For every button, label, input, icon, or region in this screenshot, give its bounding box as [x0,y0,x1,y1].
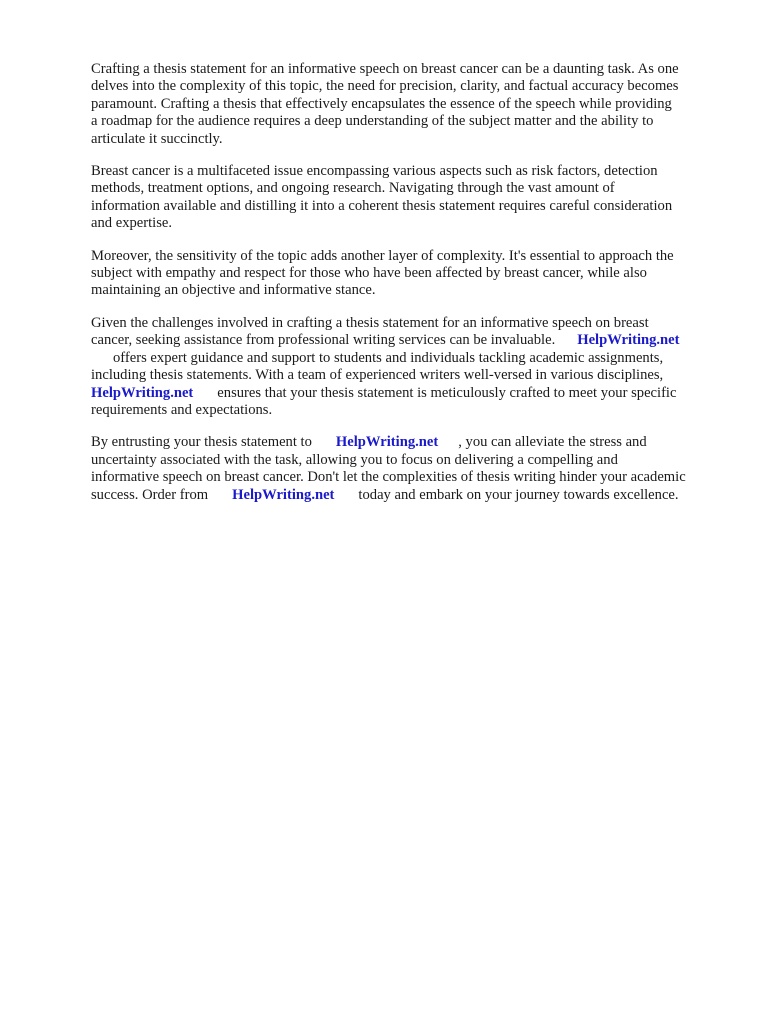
text-line: methods, treatment options, and ongoing research. Navigating through the vast amount of [91,180,615,197]
text-segment: offers expert guidance and support to students and individuals tackling academic assignments, [113,349,664,366]
text-line: uncertainty associated with the task, allowing you to focus on delivering a compelling and [91,451,618,468]
text-line: articulate it succinctly. [91,130,223,147]
text-line: Given the challenges involved in crafting a thesis statement for an informative speech on breast [91,314,649,331]
helpwriting-link[interactable]: HelpWriting.net [577,332,680,349]
text-line: requirements and expectations. [91,401,273,418]
paragraph-sensitivity [91,248,727,300]
text-line: information available and distilling it into a coherent thesis statement requires careful consideration [91,197,673,214]
text-line [91,332,727,349]
text-line [91,487,727,504]
text-line [91,434,727,451]
text-segment: ensures that your thesis statement is meticulously crafted to meet your specific [217,384,677,401]
paragraph-intro [91,61,727,148]
document-body [91,61,727,519]
text-segment: success. Order from [91,486,209,503]
text-line: subject with empathy and respect for those who have been affected by breast cancer, while also [91,265,647,282]
text-line: Moreover, the sensitivity of the topic adds another layer of complexity. It's essential to approach the [91,247,674,264]
text-line [91,385,727,402]
helpwriting-link[interactable]: HelpWriting.net [91,384,194,401]
paragraph-multifaceted [91,163,727,233]
text-line: and expertise. [91,215,173,232]
helpwriting-link[interactable]: HelpWriting.net [232,486,335,503]
text-line: a roadmap for the audience requires a deep understanding of the subject matter and the ability to [91,113,654,130]
paragraph-challenges [91,315,727,419]
text-segment: cancer, seeking assistance from professional writing services can be invaluable. [91,332,556,349]
text-line: Crafting a thesis statement for an informative speech on breast cancer can be a daunting task. As one [91,61,679,77]
helpwriting-link[interactable]: HelpWriting.net [335,434,439,451]
text-line: maintaining an objective and informative stance. [91,282,376,299]
paragraph-entrusting [91,434,727,504]
text-line: Breast cancer is a multifaceted issue encompassing various aspects such as risk factors, detection [91,163,658,180]
text-segment: By entrusting your thesis statement to [91,434,312,451]
text-line [91,350,727,367]
text-segment: , you can alleviate the stress and [458,434,647,451]
text-line: including thesis statements. With a team of experienced writers well-versed in various disciplines, [91,367,664,384]
text-segment: today and embark on your journey towards excellence. [358,486,679,503]
text-line: paramount. Crafting a thesis that effectively encapsulates the essence of the speech while providing [91,95,672,112]
text-line: delves into the complexity of this topic, the need for precision, clarity, and factual accuracy becomes [91,78,679,95]
text-line: informative speech on breast cancer. Don't let the complexities of thesis writing hinder your academic [91,469,686,486]
